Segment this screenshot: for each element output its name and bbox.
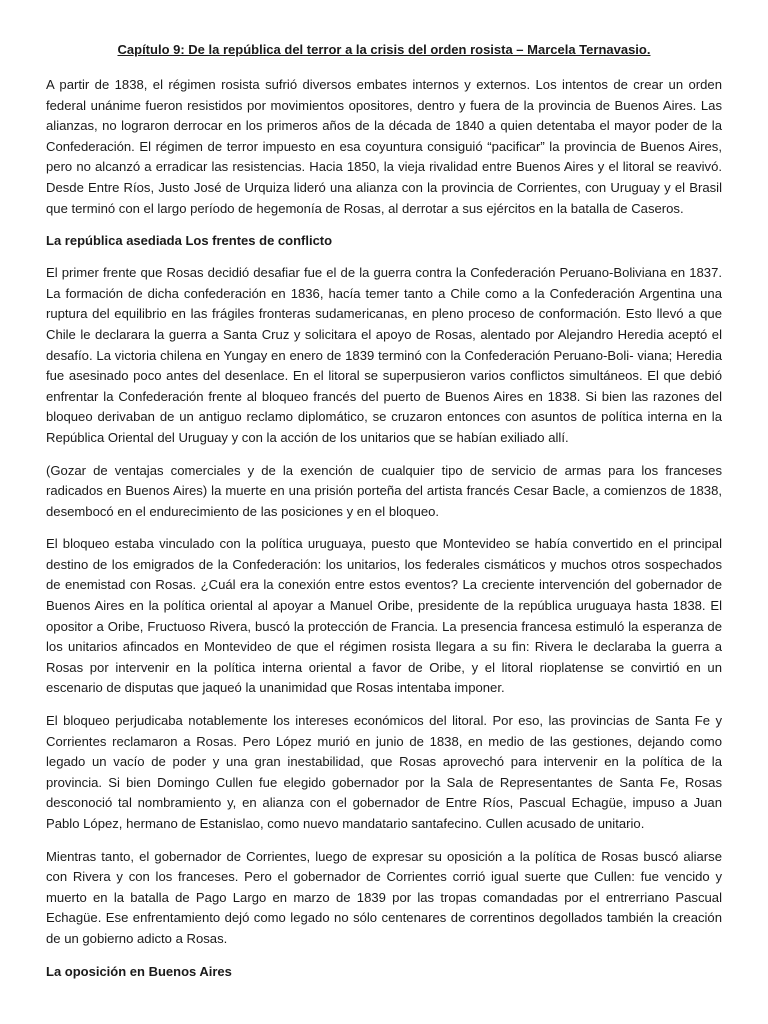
paragraph-confederacion: El primer frente que Rosas decidió desafiar fue el de la guerra contra la Confederación Peruano-Boliviana en 1837. La formación de dicha confederación en 1836, hacía temer tanto a Chile como a la Confederación Argentina una ruptura del equilibrio en las frágiles fronteras sudamericanas, en pleno proceso de conformación. Esto llevó a que Chile le declarara la guerra a Santa Cruz y solicitara el apoyo de Rosas, alentado por Alejandro Heredia aceptó el desafío. La victoria chilena en Yungay en enero de 1839 terminó con la Confederación Peruano-Boli- viana; Heredia fue asesinado poco antes del desenlace. En el litoral se superpusieron varios conflictos simultáneos. El que debió enfrentar la Confederación frente al bloqueo francés del puerto de Buenos Aires en 1838. Si bien las razones del bloqueo derivaban de un antiguo reclamo diplomático, se cruzaron entonces con asuntos de política interna en la República Oriental del Uruguay y con la acción de los unitarios que se habían exiliado allí. [46,265,722,445]
section-heading-oposicion: La oposición en Buenos Aires [46,963,232,979]
section-heading-frentes: La república asediada Los frentes de conflicto [46,233,333,249]
chapter-title: Capítulo 9: De la república del terror a la crisis del orden rosista – Marcela Ternavasio. [117,42,651,57]
paragraph-politica-uruguaya: El bloqueo estaba vinculado con la política uruguaya, puesto que Montevideo se había convertido en el principal destino de los emigrados de la Confederación: los unitarios, los federales cismáticos y muchos otros sospechados de enemistad con Rosas. ¿Cuál era la conexión entre estos eventos? La creciente intervención del gobernador de Buenos Aires en la política oriental al apoyar a Manuel Oribe, presidente de la república uruguaya hasta 1838. El opositor a Oribe, Fructuoso Rivera, buscó la protección de Francia. La presencia francesa estimuló la esperanza de los unitarios afincados en Montevideo de que el régimen rosista llegara a su fin: Rivera le declaraba la guerra a Rosas por intervenir en la política interna oriental a favor de Oribe, y el litoral rioplatense se convirtió en un escenario de disputas que jaqueó la unanimidad que Rosas intentaba imponer. [46,536,722,696]
paragraph-bacle: (Gozar de ventajas comerciales y de la exención de cualquier tipo de servicio de armas para los franceses radicados en Buenos Aires) la muerte en una prisión porteña del artista francés Cesar Bacle, a comienzos de 1838, desembocó en el endurecimiento de las posiciones y en el bloqueo. [46,462,722,519]
paragraph-litoral: El bloqueo perjudicaba notablemente los intereses económicos del litoral. Por eso, las provincias de Santa Fe y Corrientes reclamaron a Rosas. Pero López murió en junio de 1838, en medio de las gestiones, dejando como legado un vacío de poder y una gran inestabilidad, que Rosas aprovechó para intervenir en la política de la provincia. Si bien Domingo Cullen fue elegido gobernador por la Sala de Representantes de Santa Fe, Rosas desconoció tal nombramiento y, en alianza con el gobernador de Entre Ríos, Pascual Echagüe, impuso a Juan Pablo López, hermano de Estanislao, como nuevo mandatario santafecino. Cullen acusado de unitario. [46,713,722,831]
paragraph-corrientes: Mientras tanto, el gobernador de Corrientes, luego de expresar su oposición a la política de Rosas buscó aliarse con Rivera y con los franceses. Pero el gobernador de Corrientes corrió igual suerte que Cullen: fue vencido y muerto en la batalla de Pago Largo en marzo de 1839 por las tropas comandadas por el entrerriano Pascual Echagüe. Ese enfrentamiento dejó como legado no sólo centenares de correntinos degollados también la creación de un gobierno adicto a Rosas. [46,848,722,946]
paragraph-intro: A partir de 1838, el régimen rosista sufrió diversos embates internos y externos. Los intentos de crear un orden federal unánime fueron resistidos por movimientos opositores, dentro y fuera de la provincia de Buenos Aires. Las alianzas, no lograron derrocar en los primeros años de la década de 1840 a quien detentaba el mayor poder de la Confederación. El régimen de terror impuesto en esa coyuntura consiguió “pacificar” la provincia de Buenos Aires, pero no alcanzó a erradicar las resistencias. Hacia 1850, la vieja rivalidad entre Buenos Aires y el litoral se reavivó. Desde Entre Ríos, Justo José de Urquiza lideró una alianza con la provincia de Corrientes, con Uruguay y el Brasil que terminó con el largo período de hegemonía de Rosas, al derrotar a sus ejércitos en la batalla de Caseros. [46,77,722,216]
